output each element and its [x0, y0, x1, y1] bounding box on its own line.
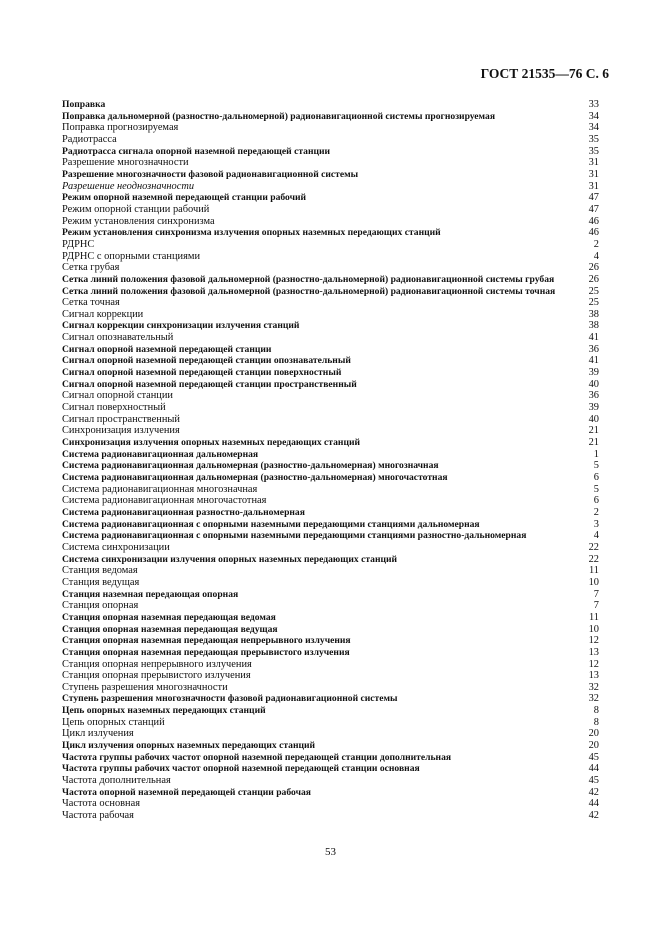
- index-entry: [62, 460, 599, 472]
- entry-page: 2: [593, 506, 599, 518]
- entry-term: Сетка грубая: [62, 262, 120, 274]
- index-entry: [62, 111, 599, 123]
- index-entry: [62, 752, 599, 764]
- index-entry: [62, 425, 599, 437]
- index-entry: [62, 437, 599, 449]
- index-entry: [62, 332, 599, 344]
- entry-page: 20: [588, 728, 599, 740]
- entry-term: Поправка прогнозируемая: [62, 122, 179, 134]
- entry-page: 6: [593, 495, 599, 507]
- entry-term: Поправка дальномерной (разностно-дальномерной) радионавигационной системы прогнозируемая: [62, 110, 496, 122]
- index-entry: [62, 297, 599, 309]
- page-number: 53: [325, 846, 336, 858]
- entry-page: 36: [588, 390, 599, 402]
- entry-page: 12: [588, 658, 599, 670]
- entry-page: 11: [588, 565, 599, 577]
- entry-term: Режим установления синхронизма: [62, 215, 215, 227]
- entry-term: Сигнал коррекции синхронизации излучения станций: [62, 320, 300, 332]
- entry-page: 46: [588, 215, 599, 227]
- entry-term: Система радионавигационная дальномерная (разностно-дальномерная) многозначная: [62, 460, 439, 472]
- entry-term: Сетка линий положения фазовой дальномерной (разностно-дальномерной) радионавигационной системы точная: [62, 285, 556, 297]
- entry-term: Режим опорной наземной передающей станции рабочий: [62, 192, 307, 204]
- entry-page: 26: [588, 262, 599, 274]
- entry-term: Радиотрасса: [62, 133, 117, 145]
- entry-term: Станция опорная наземная передающая непрерывного излучения: [62, 635, 351, 647]
- entry-page: 8: [593, 705, 599, 717]
- index-entry: [62, 414, 599, 426]
- page-header: ГОСТ 21535—76 С. 6: [480, 66, 609, 81]
- index-entry: [62, 472, 599, 484]
- index-entry: [62, 775, 599, 787]
- index-entry: [62, 122, 599, 134]
- entry-term: Станция опорная: [62, 600, 139, 612]
- term-index: [62, 99, 599, 822]
- entry-page: 25: [588, 297, 599, 309]
- entry-term: Сигнал опорной наземной передающей станции пространственный: [62, 378, 357, 390]
- index-entry: [62, 192, 599, 204]
- entry-page: 26: [588, 273, 599, 285]
- index-entry: [62, 798, 599, 810]
- entry-page: 44: [588, 798, 599, 810]
- index-entry: [62, 262, 599, 274]
- entry-page: 10: [588, 576, 599, 588]
- entry-term: Сигнал опорной наземной передающей станции поверхностный: [62, 367, 342, 379]
- entry-term: Сетка точная: [62, 297, 120, 309]
- entry-page: 42: [588, 810, 599, 822]
- entry-term: Система радионавигационная многочастотная: [62, 495, 267, 507]
- entry-page: 3: [593, 518, 599, 530]
- entry-page: 39: [588, 402, 599, 414]
- entry-page: 36: [588, 343, 599, 355]
- entry-term: Радиотрасса сигнала опорной наземной передающей станции: [62, 145, 331, 157]
- entry-term: Цикл излучения опорных наземных передающих станций: [62, 740, 316, 752]
- entry-page: 13: [588, 670, 599, 682]
- entry-page: 11: [588, 611, 599, 623]
- entry-term: Система радионавигационная дальномерная (разностно-дальномерная) многочастотная: [62, 472, 448, 483]
- index-entry: [62, 635, 599, 647]
- index-entry: [62, 449, 599, 461]
- entry-page: 5: [593, 483, 599, 495]
- entry-term: Сигнал опорной наземной передающей станции опознавательный: [62, 355, 351, 367]
- entry-term: Станция опорная наземная передающая ведомая: [62, 611, 276, 623]
- index-entry: [62, 565, 599, 577]
- index-entry: [62, 390, 599, 402]
- index-entry: [62, 693, 599, 705]
- index-entry: [62, 181, 599, 193]
- entry-term: РДРНС с опорными станциями: [62, 250, 201, 262]
- entry-page: 12: [588, 635, 599, 647]
- entry-page: 31: [588, 168, 599, 180]
- index-entry: [62, 274, 599, 286]
- entry-term: Синхронизация излучения: [62, 425, 180, 437]
- entry-term: Система радионавигационная с опорными наземными передающими станциями разностно-дальномерная: [62, 530, 527, 542]
- entry-page: 32: [588, 693, 599, 705]
- entry-page: 6: [593, 472, 599, 483]
- entry-term: Частота группы рабочих частот опорной наземной передающей станции основная: [62, 763, 420, 775]
- entry-page: 20: [588, 740, 599, 752]
- entry-term: Сигнал пространственный: [62, 413, 180, 425]
- index-entry: [62, 495, 599, 507]
- entry-term: Поправка: [62, 99, 106, 110]
- index-entry: [62, 146, 599, 158]
- index-entry: [62, 99, 599, 111]
- entry-page: 34: [588, 122, 599, 134]
- entry-term: Режим установления синхронизма излучения опорных наземных передающих станций: [62, 227, 441, 239]
- entry-term: Сигнал коррекции: [62, 308, 144, 320]
- index-entry: [62, 344, 599, 356]
- index-entry: [62, 670, 599, 682]
- entry-term: Разрешение неоднозначности: [62, 180, 195, 192]
- entry-page: 2: [593, 238, 599, 250]
- index-entry: [62, 647, 599, 659]
- index-entry: [62, 355, 599, 367]
- entry-page: 38: [588, 320, 599, 332]
- entry-page: 40: [588, 413, 599, 425]
- index-entry: [62, 740, 599, 752]
- entry-term: Станция опорная наземная передающая прерывистого излучения: [62, 646, 350, 658]
- index-entry: [62, 402, 599, 414]
- entry-page: 13: [588, 646, 599, 658]
- entry-term: Система радионавигационная разностно-дальномерная: [62, 506, 305, 518]
- entry-page: 25: [588, 285, 599, 297]
- entry-page: 39: [588, 367, 599, 379]
- index-entry: [62, 204, 599, 216]
- entry-term: Разрешение многозначности: [62, 157, 189, 169]
- index-entry: [62, 728, 599, 740]
- entry-term: Разрешение многозначности фазовой радионавигационной системы: [62, 168, 359, 180]
- entry-term: Станция ведомая: [62, 565, 138, 577]
- entry-term: Частота опорной наземной передающей станции рабочая: [62, 786, 311, 798]
- entry-page: 41: [588, 332, 599, 344]
- entry-term: Система радионавигационная с опорными наземными передающими станциями дальномерная: [62, 518, 480, 530]
- entry-term: Сетка линий положения фазовой дальномерной (разностно-дальномерной) радионавигационной системы грубая: [62, 273, 555, 285]
- entry-page: 1: [593, 448, 599, 460]
- index-entry: [62, 134, 599, 146]
- index-entry: [62, 367, 599, 379]
- entry-term: Цепь опорных наземных передающих станций: [62, 705, 266, 717]
- entry-page: 35: [588, 145, 599, 157]
- entry-term: Сигнал опорной наземной передающей станции: [62, 343, 272, 355]
- index-entry: [62, 379, 599, 391]
- entry-page: 44: [588, 763, 599, 775]
- entry-page: 45: [588, 775, 599, 787]
- entry-page: 45: [588, 751, 599, 763]
- index-entry: [62, 659, 599, 671]
- entry-page: 35: [588, 133, 599, 145]
- index-entry: [62, 787, 599, 799]
- index-entry: [62, 705, 599, 717]
- index-entry: [62, 612, 599, 624]
- entry-page: 31: [588, 180, 599, 192]
- index-entry: [62, 507, 599, 519]
- entry-page: 22: [588, 553, 599, 565]
- entry-term: Станция ведущая: [62, 576, 140, 588]
- index-entry: [62, 682, 599, 694]
- entry-page: 4: [593, 250, 599, 262]
- index-entry: [62, 239, 599, 251]
- index-entry: [62, 227, 599, 239]
- entry-page: 21: [588, 425, 599, 437]
- entry-term: Станция наземная передающая опорная: [62, 588, 239, 600]
- entry-term: Система синхронизации излучения опорных наземных передающих станций: [62, 553, 398, 565]
- index-entry: [62, 320, 599, 332]
- entry-page: 47: [588, 203, 599, 215]
- entry-page: 7: [593, 600, 599, 612]
- entry-term: Станция опорная непрерывного излучения: [62, 658, 252, 670]
- entry-page: 8: [593, 716, 599, 728]
- entry-page: 10: [588, 623, 599, 635]
- index-entry: [62, 600, 599, 612]
- entry-page: 21: [588, 437, 599, 449]
- entry-page: 31: [588, 157, 599, 169]
- entry-page: 41: [588, 355, 599, 367]
- entry-term: Режим опорной станции рабочий: [62, 203, 210, 215]
- entry-page: 42: [588, 786, 599, 798]
- index-entry: [62, 810, 599, 822]
- entry-term: Синхронизация излучения опорных наземных передающих станций: [62, 437, 361, 449]
- index-entry: [62, 169, 599, 181]
- index-entry: [62, 530, 599, 542]
- index-entry: [62, 577, 599, 589]
- entry-page: 34: [588, 110, 599, 122]
- entry-page: 38: [588, 308, 599, 320]
- entry-term: Цепь опорных станций: [62, 716, 165, 728]
- entry-term: Сигнал поверхностный: [62, 402, 166, 414]
- entry-term: Система синхронизации: [62, 541, 170, 553]
- entry-term: Частота основная: [62, 798, 140, 810]
- entry-page: 7: [593, 588, 599, 600]
- entry-page: 32: [588, 681, 599, 693]
- index-entry: [62, 624, 599, 636]
- entry-term: Система радионавигационная дальномерная: [62, 448, 259, 460]
- entry-page: 33: [588, 99, 599, 110]
- entry-page: 22: [588, 541, 599, 553]
- entry-term: Станция опорная прерывистого излучения: [62, 670, 251, 682]
- index-entry: [62, 484, 599, 496]
- index-entry: [62, 763, 599, 775]
- index-entry: [62, 554, 599, 566]
- index-entry: [62, 157, 599, 169]
- entry-term: Цикл излучения: [62, 728, 134, 740]
- index-entry: [62, 251, 599, 263]
- index-entry: [62, 309, 599, 321]
- entry-term: Станция опорная наземная передающая ведущая: [62, 623, 278, 635]
- entry-page: 5: [593, 460, 599, 472]
- entry-page: 46: [588, 227, 599, 239]
- index-entry: [62, 519, 599, 531]
- index-entry: [62, 542, 599, 554]
- index-entry: [62, 717, 599, 729]
- entry-term: Ступень разрешения многозначности фазовой радионавигационной системы: [62, 693, 398, 705]
- entry-term: РДРНС: [62, 238, 95, 250]
- entry-term: Частота группы рабочих частот опорной наземной передающей станции дополнительная: [62, 751, 452, 763]
- entry-page: 4: [593, 530, 599, 542]
- index-entry: [62, 286, 599, 298]
- index-entry: [62, 589, 599, 601]
- entry-term: Ступень разрешения многозначности: [62, 681, 228, 693]
- entry-page: 47: [588, 192, 599, 204]
- index-entry: [62, 216, 599, 228]
- entry-term: Сигнал опорной станции: [62, 390, 173, 402]
- entry-term: Частота рабочая: [62, 810, 134, 822]
- entry-term: Сигнал опознавательный: [62, 332, 174, 344]
- entry-page: 40: [588, 378, 599, 390]
- entry-term: Частота дополнительная: [62, 775, 171, 787]
- entry-term: Система радионавигационная многозначная: [62, 483, 258, 495]
